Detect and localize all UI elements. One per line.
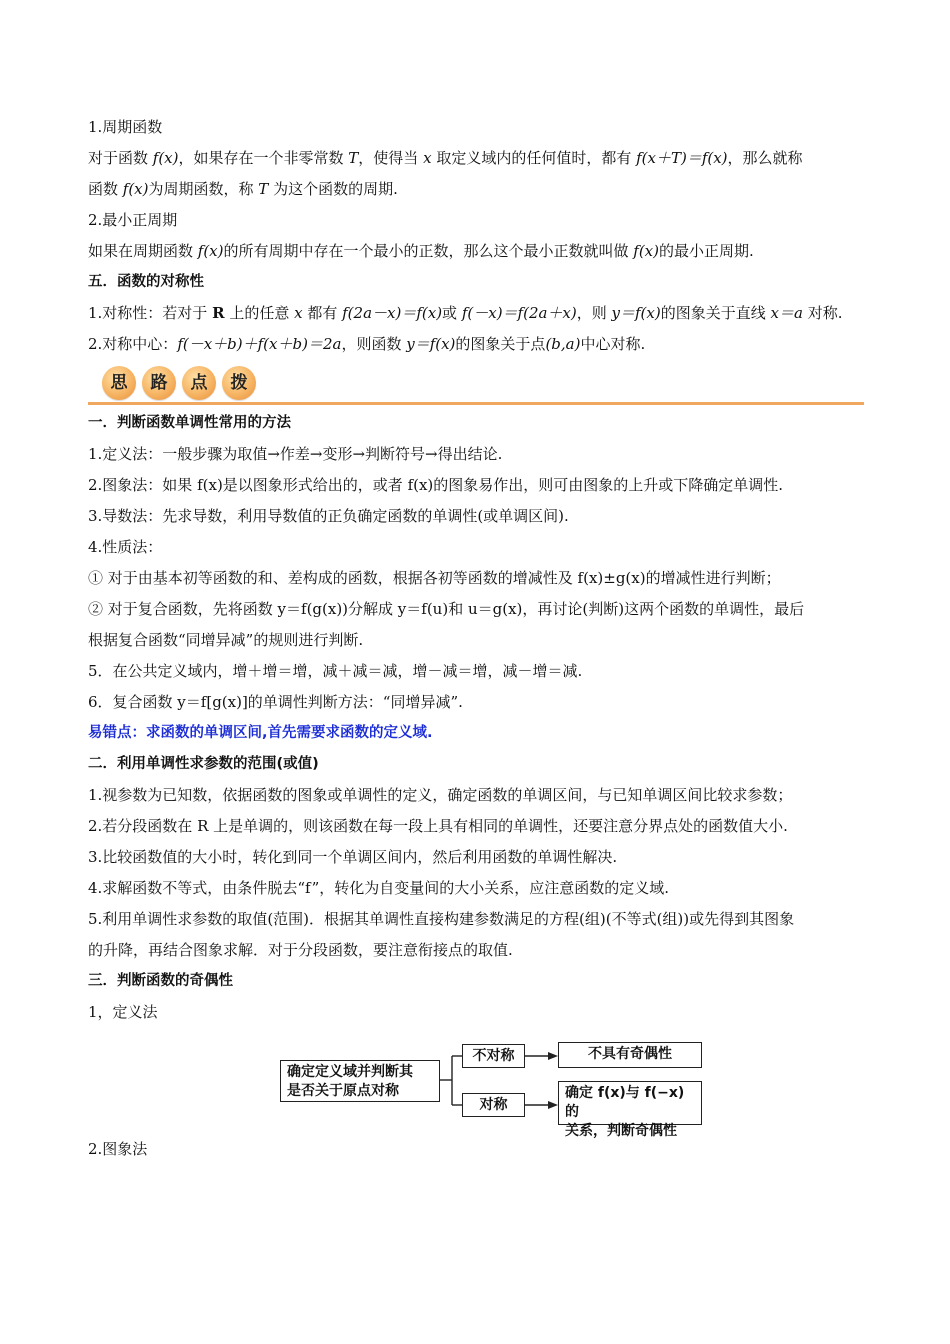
section3-item-definition: 1，定义法: [88, 1003, 158, 1021]
heading-min-period: 2.最小正周期: [88, 211, 178, 229]
section2-item: 3.比较函数值的大小时，转化到同一个单调区间内，然后利用函数的单调性解决.: [88, 848, 618, 866]
symmetry-axis: 1.对称性：若对于 R 上的任意 x 都有 f(2a－x)＝f(x)或 f(－x)＝f(2a＋x)，则 y＝f(x)的图象关于直线 x＝a 对称.: [88, 304, 843, 322]
arrow-sym-head: [548, 1101, 558, 1109]
flow-start-box: 确定定义域并判断其 是否关于原点对称: [280, 1060, 440, 1102]
flow-no-sym-box: 不对称: [462, 1044, 525, 1068]
section1-item: 6．复合函数 y＝f[g(x)]的单调性判断方法：“同增异减”.: [88, 693, 463, 711]
tips-banner: [88, 364, 864, 404]
banner-char-3: 点: [182, 366, 216, 400]
arrow-no-sym-head: [548, 1052, 558, 1060]
flow-no-parity-box: 不具有奇偶性: [558, 1042, 702, 1068]
heading-symmetry: 五．函数的对称性: [88, 274, 204, 290]
min-period-definition: 如果在周期函数 f(x)的所有周期中存在一个最小的正数，那么这个最小正数就叫做 f(x)的最小正周期.: [88, 242, 754, 260]
section1-item: 4.性质法：: [88, 538, 163, 556]
banner-chips: [102, 366, 256, 400]
section1-item: ② 对于复合函数，先将函数 y＝f(g(x))分解成 y＝f(u)和 u＝g(x)，再讨论(判断)这两个函数的单调性，最后: [88, 600, 805, 618]
banner-char-2: 路: [142, 366, 176, 400]
section1-item: ① 对于由基本初等函数的和、差构成的函数，根据各初等函数的增减性及 f(x)±g(x)的增减性进行判断；: [88, 569, 781, 587]
section2-item: 的升降，再结合图象求解．对于分段函数，要注意衔接点的取值.: [88, 941, 513, 959]
heading-periodic: 1.周期函数: [88, 118, 163, 136]
periodic-definition-line1: 对于函数 f(x)，如果存在一个非零常数 T，使得当 x 取定义域内的任何值时，都有 f(x＋T)＝f(x)，那么就称: [88, 149, 803, 167]
section2-item: 2.若分段函数在 R 上是单调的，则该函数在每一段上具有相同的单调性，还要注意分界点处的函数值大小.: [88, 817, 788, 835]
section2-item: 1.视参数为已知数，依据函数的图象或单调性的定义，确定函数的单调区间，与已知单调区间比较求参数；: [88, 786, 793, 804]
banner-char-4: 拨: [222, 366, 256, 400]
section2-title: 二．利用单调性求参数的范围(或值): [88, 756, 319, 772]
section1-item: 2.图象法：如果 f(x)是以图象形式给出的，或者 f(x)的图象易作出，则可由图象的上升或下降确定单调性.: [88, 476, 784, 494]
section1-title: 一．判断函数单调性常用的方法: [88, 415, 291, 431]
content-column: [88, 112, 864, 1165]
periodic-definition-line2: 函数 f(x)为周期函数，称 T 为这个函数的周期.: [88, 180, 398, 198]
section1-item: 5．在公共定义域内，增＋增＝增，减＋减＝减，增－减＝增，减－增＝减.: [88, 662, 583, 680]
parity-flowchart: [88, 1034, 864, 1139]
section3-title: 三．判断函数的奇偶性: [88, 973, 233, 989]
banner-divider: [88, 402, 864, 405]
section1-item: 1.定义法：一般步骤为取值→作差→变形→判断符号→得出结论.: [88, 445, 503, 463]
section3-item-graph: 2.图象法: [88, 1140, 148, 1158]
section1-item: 根据复合函数“同增异减”的规则进行判断.: [88, 631, 364, 649]
common-mistake-note: 易错点：求函数的单调区间,首先需要求函数的定义域.: [88, 725, 433, 741]
banner-char-1: 思: [102, 366, 136, 400]
symmetry-center: 2.对称中心：f(－x＋b)＋f(x＋b)＝2a，则函数 y＝f(x)的图象关于点(b,a)中心对称.: [88, 335, 646, 353]
flow-sym-box: 对称: [462, 1093, 525, 1117]
section1-item: 3.导数法：先求导数，利用导数值的正负确定函数的单调性(或单调区间).: [88, 507, 569, 525]
section2-item: 4.求解函数不等式，由条件脱去“f”，转化为自变量间的大小关系，应注意函数的定义域.: [88, 879, 670, 897]
flow-compare-box: 确定 f(x)与 f(−x)的 关系，判断奇偶性: [558, 1081, 702, 1125]
section2-item: 5.利用单调性求参数的取值(范围)．根据其单调性直接构建参数满足的方程(组)(不等式(组))或先得到其图象: [88, 910, 795, 928]
